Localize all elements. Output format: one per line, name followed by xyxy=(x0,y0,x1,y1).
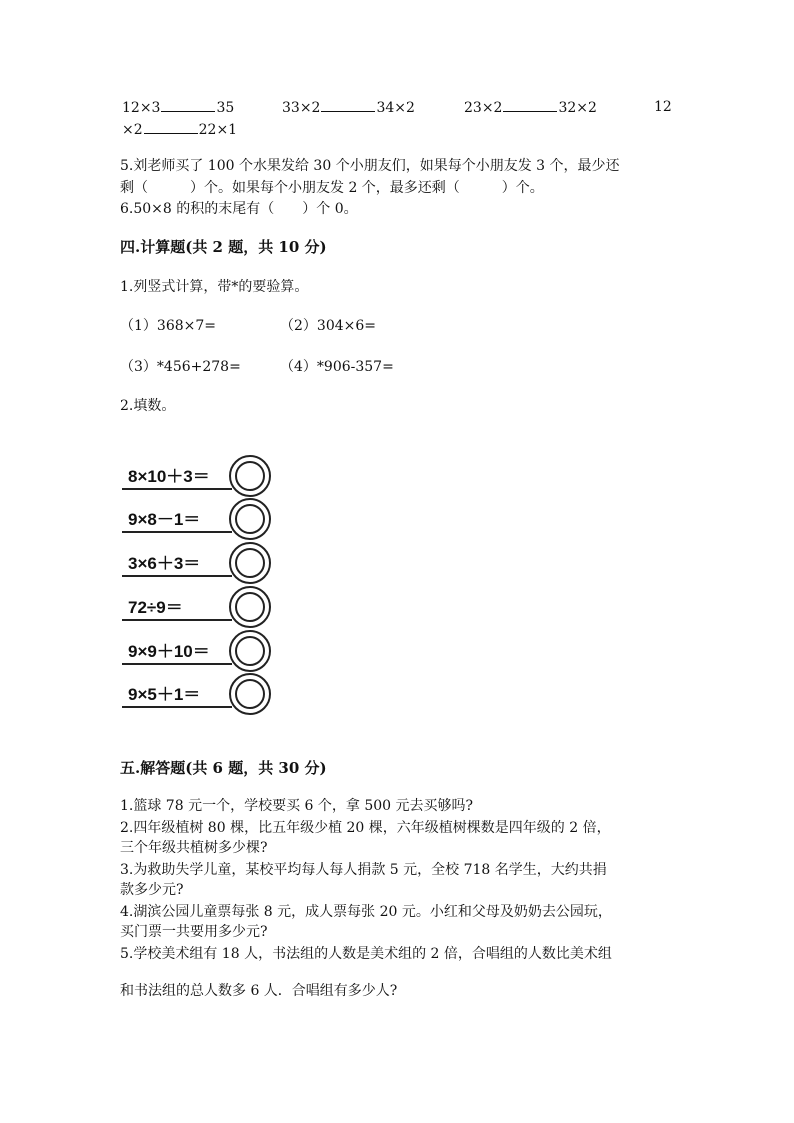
compare-item-3: 23×2 32×2 xyxy=(464,97,597,118)
fill-row: 3×6＋3＝ xyxy=(122,545,232,577)
problem-line: 1.篮球 78 元一个，学校要买 6 个，拿 500 元去买够吗? xyxy=(120,798,474,814)
fill-row: 9×9＋10＝ xyxy=(122,633,232,665)
problem-line: 4.湖滨公园儿童票每张 8 元，成人票每张 20 元。小红和父母及奶奶去公园玩， xyxy=(120,904,612,920)
compare-item-2: 33×2 34×2 xyxy=(282,97,415,118)
calc-item-1: （1）368×7= xyxy=(120,318,216,334)
problem-line: 2.四年级植树 80 棵，比五年级少植 20 棵，六年级植树棵数是四年级的 2 倍， xyxy=(120,820,611,836)
question-5-line-2: 剩（ ）个。如果每个小朋友发 2 个，最多还剩（ ）个。 xyxy=(120,180,544,196)
calc-item-2: （2）304×6= xyxy=(280,318,376,334)
problem-line-last: 和书法组的总人数多 6 人．合唱组有多少人? xyxy=(120,983,398,999)
problem-line: 3.为救助失学儿童，某校平均每人每人捐款 5 元，全校 718 名学生，大约共捐 xyxy=(120,862,607,878)
answer-blank[interactable] xyxy=(321,97,375,112)
answer-circle[interactable] xyxy=(229,673,271,715)
fill-row: 8×10＋3＝ xyxy=(122,458,232,490)
compare-item-4: ×2 22×1 xyxy=(122,119,237,140)
section-4-question-1: 1.列竖式计算，带*的要验算。 xyxy=(120,279,309,295)
problem-line: 5.学校美术组有 18 人，书法组的人数是美术组的 2 倍，合唱组的人数比美术组 xyxy=(120,946,612,962)
answer-circle[interactable] xyxy=(229,630,271,672)
section-5-title: 五.解答题(共 6 题，共 30 分) xyxy=(120,759,327,777)
fill-row: 9×8－1＝ xyxy=(122,501,232,533)
fill-row: 9×5＋1＝ xyxy=(122,676,232,708)
compare-item-4-start: 12 xyxy=(654,99,672,115)
answer-circle[interactable] xyxy=(229,586,271,628)
calc-item-4: （4）*906-357= xyxy=(280,359,394,375)
answer-circle[interactable] xyxy=(229,498,271,540)
problem-line: 款多少元? xyxy=(120,882,184,898)
answer-circle[interactable] xyxy=(229,455,271,497)
calc-item-3: （3）*456+278= xyxy=(120,359,241,375)
section-4-title: 四.计算题(共 2 题，共 10 分) xyxy=(120,238,327,256)
answer-circle[interactable] xyxy=(229,542,271,584)
answer-blank[interactable] xyxy=(161,97,215,112)
section-4-question-2: 2.填数。 xyxy=(120,398,176,414)
question-5-line-1: 5.刘老师买了 100 个水果发给 30 个小朋友们，如果每个小朋友发 3 个，最少还 xyxy=(120,158,620,174)
fill-row: 72÷9＝ xyxy=(122,589,232,621)
answer-blank[interactable] xyxy=(144,119,198,134)
question-6: 6.50×8 的积的末尾有（ ）个 0。 xyxy=(120,201,358,217)
problem-line: 三个年级共植树多少棵? xyxy=(120,840,268,856)
compare-item-1: 12×3 35 xyxy=(122,97,234,118)
answer-blank[interactable] xyxy=(503,97,557,112)
problem-line: 买门票一共要用多少元? xyxy=(120,924,268,940)
